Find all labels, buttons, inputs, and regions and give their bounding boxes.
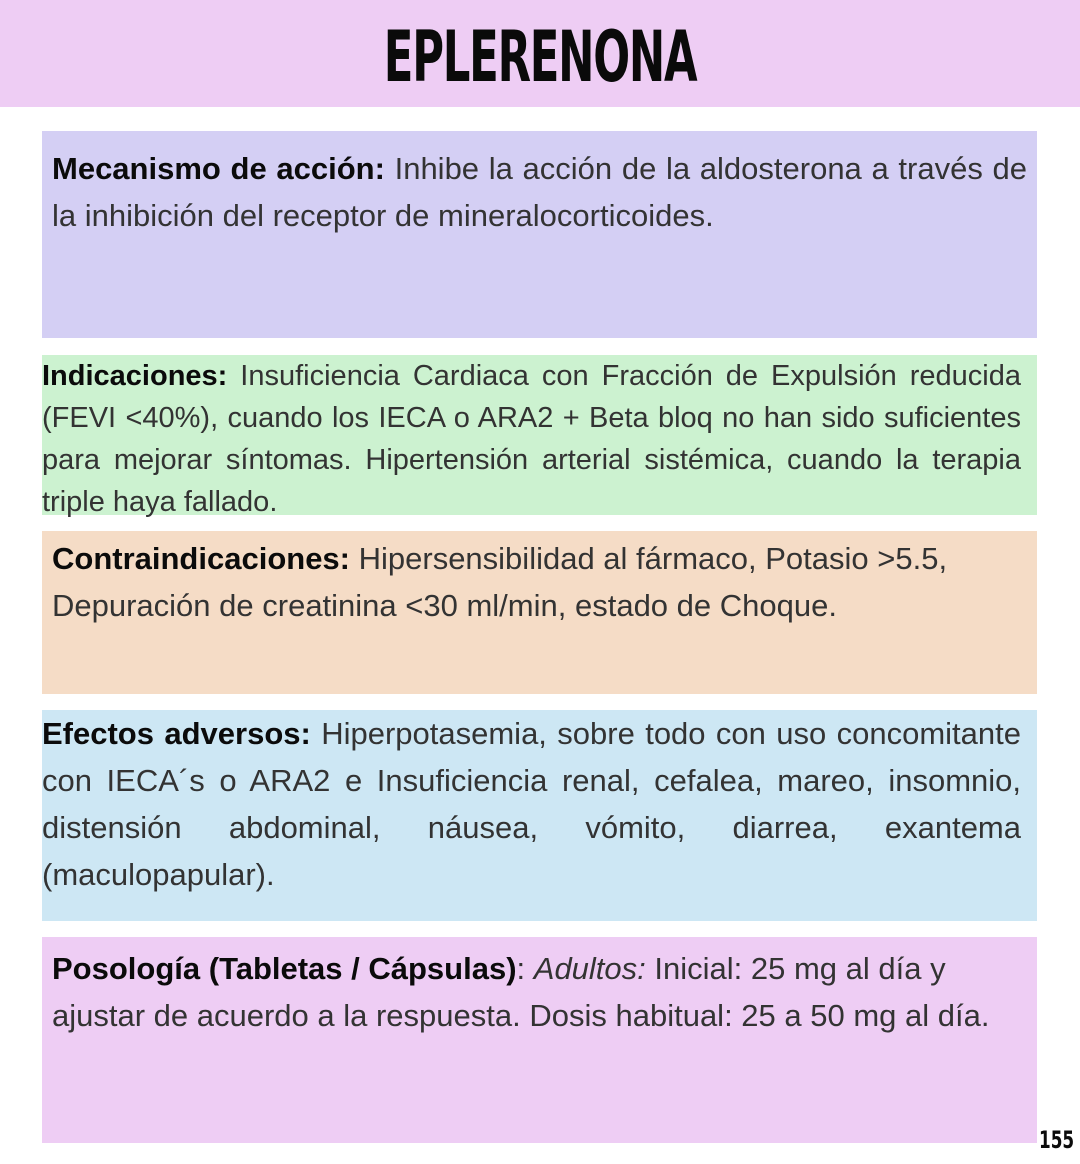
section-text: Inicial: 25 mg al día y ajustar de acuerdo a la respuesta. Dosis habitual: 25 a 50 mg al día. [52, 951, 990, 1033]
section-posologia [42, 937, 1037, 1143]
page-title: EPLERENONA [383, 15, 697, 98]
section-efectos-adversos [42, 710, 1037, 921]
section-text: Inhibe la acción de la aldosterona a través de la inhibición del receptor de mineralocorticoides. [52, 151, 1027, 233]
section-mecanismo [42, 131, 1037, 338]
section-text: Insuficiencia Cardiaca con Fracción de Expulsión reducida (FEVI <40%), cuando los IECA o ARA2 + Beta bloq no han sido suficientes para mejorar síntomas. Hipertensión arterial sistémica, cuando la terapia triple haya fallado. [42, 360, 1021, 518]
section-contraindicaciones [42, 531, 1037, 694]
section-label: Indicaciones: [42, 360, 228, 392]
section-label: Posología (Tabletas / Cápsulas) [52, 951, 517, 986]
page-number: 155 [1038, 1126, 1074, 1154]
section-indicaciones [42, 355, 1037, 518]
section-label: Mecanismo de acción: [52, 151, 385, 186]
section-text: Hiperpotasemia, sobre todo con uso concomitante con IECA´s o ARA2 e Insuficiencia renal, cefalea, mareo, insomnio, distensión abdominal, náusea, vómito, diarrea, exantema (maculopapular). [42, 716, 1022, 892]
section-label: Efectos adversos: [42, 716, 311, 751]
section-label: Contraindicaciones: [52, 541, 350, 576]
section-separator: : [516, 951, 534, 986]
section-italic-note: Adultos: [533, 951, 646, 986]
title-band [0, 0, 1080, 107]
section-text: Hipersensibilidad al fármaco, Potasio >5.5, Depuración de creatinina <30 ml/min, estado de Choque. [52, 541, 948, 623]
